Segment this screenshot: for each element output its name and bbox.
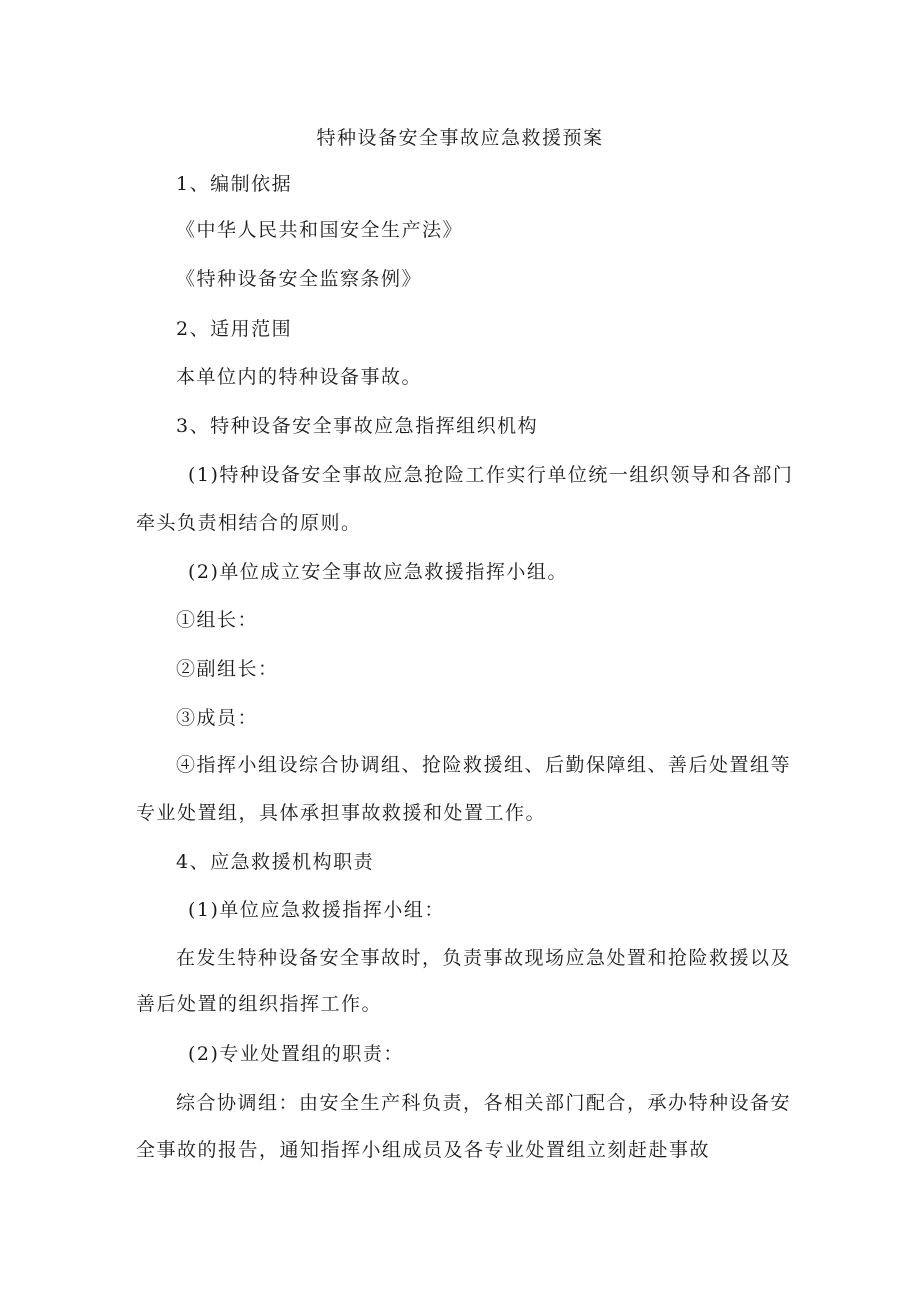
paragraph-scope: 本单位内的特种设备事故。 [176, 366, 423, 388]
paragraph-line: (2)单位成立安全事故应急救援指挥小组。 [188, 561, 568, 583]
list-item-leader: ①组长： [176, 609, 259, 631]
paragraph-line: (2)专业处置组的职责： [188, 1043, 404, 1065]
paragraph-line: ④指挥小组设综合协调组、抢险救援组、后勤保障组、善后处置组等 [176, 754, 792, 776]
list-item-deputy-leader: ②副组长： [176, 658, 279, 680]
paragraph-line: 善后处置的组织指挥工作。 [136, 993, 383, 1015]
paragraph-line: 综合协调组：由安全生产科负责，各相关部门配合，承办特种设备安 [176, 1092, 792, 1114]
section-heading-duties: 4、应急救援机构职责 [176, 851, 375, 873]
section-heading-scope: 2、适用范围 [176, 318, 293, 340]
list-item-members: ③成员： [176, 707, 259, 729]
paragraph-line: 在发生特种设备安全事故时，负责事故现场应急处置和抢险救援以及 [176, 947, 792, 969]
law-reference: 《中华人民共和国安全生产法》 [176, 219, 464, 241]
paragraph-line: 专业处置组，具体承担事故救援和处置工作。 [136, 802, 547, 824]
section-heading-basis: 1、编制依据 [176, 173, 293, 195]
paragraph-line: 全事故的报告，通知指挥小组成员及各专业处置组立刻赶赴事故 [136, 1139, 711, 1161]
section-heading-organization: 3、特种设备安全事故应急指挥组织机构 [176, 415, 539, 437]
paragraph-line: (1)单位应急救援指挥小组： [188, 899, 445, 921]
regulation-reference: 《特种设备安全监察条例》 [176, 268, 423, 290]
paragraph-line: 牵头负责相结合的原则。 [136, 512, 362, 534]
document-title: 特种设备安全事故应急救援预案 [316, 127, 604, 149]
paragraph-line: (1)特种设备安全事故应急抢险工作实行单位统一组织领导和各部门 [188, 464, 794, 486]
